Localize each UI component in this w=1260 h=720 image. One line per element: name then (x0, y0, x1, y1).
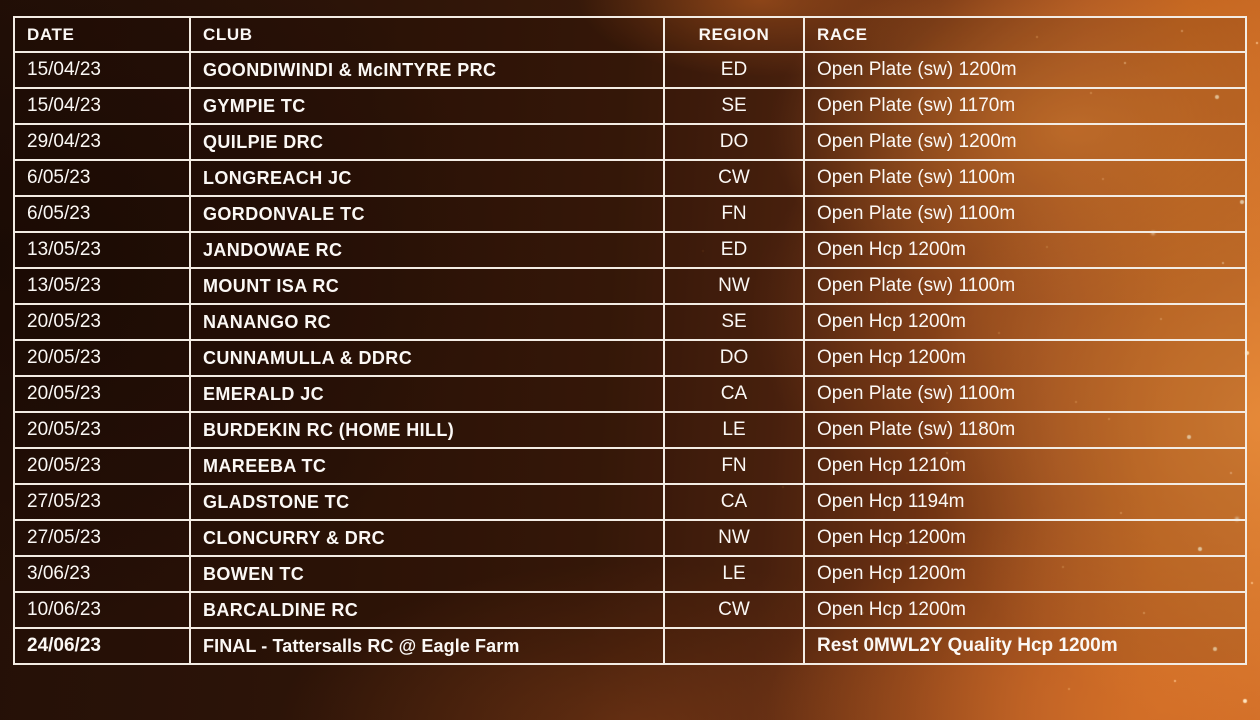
date-cell: 20/05/23 (14, 412, 190, 448)
club-cell: EMERALD JC (190, 376, 664, 412)
table-row (14, 448, 1246, 484)
region-cell: ED (664, 232, 804, 268)
region-cell: FN (664, 448, 804, 484)
column-header-race: RACE (804, 17, 1246, 52)
race-cell: Open Hcp 1200m (804, 340, 1246, 376)
club-cell: GOONDIWINDI & McINTYRE PRC (190, 52, 664, 88)
club-cell: BURDEKIN RC (HOME HILL) (190, 412, 664, 448)
date-cell: 6/05/23 (14, 196, 190, 232)
table-row (14, 484, 1246, 520)
club-cell: GYMPIE TC (190, 88, 664, 124)
club-cell: QUILPIE DRC (190, 124, 664, 160)
race-cell: Open Hcp 1194m (804, 484, 1246, 520)
header-row (14, 17, 1246, 52)
race-cell: Open Hcp 1200m (804, 232, 1246, 268)
date-cell: 6/05/23 (14, 160, 190, 196)
date-cell: 20/05/23 (14, 448, 190, 484)
race-cell: Open Plate (sw) 1200m (804, 124, 1246, 160)
race-cell: Open Hcp 1200m (804, 520, 1246, 556)
region-cell: CA (664, 376, 804, 412)
table-row (14, 268, 1246, 304)
date-cell: 3/06/23 (14, 556, 190, 592)
table-row (14, 556, 1246, 592)
region-cell: DO (664, 124, 804, 160)
club-cell: CUNNAMULLA & DDRC (190, 340, 664, 376)
club-cell: NANANGO RC (190, 304, 664, 340)
race-cell: Open Hcp 1210m (804, 448, 1246, 484)
spark-particles (0, 0, 2, 2)
club-cell: FINAL - Tattersalls RC @ Eagle Farm (190, 628, 664, 664)
race-cell: Rest 0MWL2Y Quality Hcp 1200m (804, 628, 1246, 664)
table-row (14, 160, 1246, 196)
race-cell: Open Hcp 1200m (804, 304, 1246, 340)
race-cell: Open Plate (sw) 1180m (804, 412, 1246, 448)
date-cell: 20/05/23 (14, 376, 190, 412)
table-row (14, 592, 1246, 628)
date-cell: 27/05/23 (14, 520, 190, 556)
race-cell: Open Plate (sw) 1200m (804, 52, 1246, 88)
date-cell: 13/05/23 (14, 232, 190, 268)
club-cell: GLADSTONE TC (190, 484, 664, 520)
table-row (14, 412, 1246, 448)
region-cell: LE (664, 412, 804, 448)
column-header-region: REGION (664, 17, 804, 52)
date-cell: 13/05/23 (14, 268, 190, 304)
region-cell (664, 628, 804, 664)
date-cell: 20/05/23 (14, 304, 190, 340)
club-cell: LONGREACH JC (190, 160, 664, 196)
table-row (14, 628, 1246, 664)
club-cell: MAREEBA TC (190, 448, 664, 484)
race-cell: Open Hcp 1200m (804, 556, 1246, 592)
club-cell: JANDOWAE RC (190, 232, 664, 268)
club-cell: BOWEN TC (190, 556, 664, 592)
date-cell: 20/05/23 (14, 340, 190, 376)
region-cell: NW (664, 520, 804, 556)
club-cell: BARCALDINE RC (190, 592, 664, 628)
date-cell: 15/04/23 (14, 88, 190, 124)
table-row (14, 88, 1246, 124)
table-row (14, 520, 1246, 556)
table-row (14, 52, 1246, 88)
race-cell: Open Plate (sw) 1100m (804, 160, 1246, 196)
date-cell: 29/04/23 (14, 124, 190, 160)
date-cell: 15/04/23 (14, 52, 190, 88)
column-header-date: DATE (14, 17, 190, 52)
table-row (14, 340, 1246, 376)
table-row (14, 376, 1246, 412)
region-cell: DO (664, 340, 804, 376)
region-cell: FN (664, 196, 804, 232)
region-cell: CA (664, 484, 804, 520)
race-schedule-table (13, 16, 1247, 665)
region-cell: CW (664, 160, 804, 196)
region-cell: LE (664, 556, 804, 592)
column-header-club: CLUB (190, 17, 664, 52)
region-cell: SE (664, 88, 804, 124)
race-cell: Open Plate (sw) 1100m (804, 196, 1246, 232)
region-cell: ED (664, 52, 804, 88)
race-cell: Open Plate (sw) 1100m (804, 268, 1246, 304)
date-cell: 10/06/23 (14, 592, 190, 628)
race-cell: Open Plate (sw) 1100m (804, 376, 1246, 412)
club-cell: GORDONVALE TC (190, 196, 664, 232)
date-cell: 27/05/23 (14, 484, 190, 520)
table-row (14, 304, 1246, 340)
region-cell: CW (664, 592, 804, 628)
date-cell: 24/06/23 (14, 628, 190, 664)
region-cell: SE (664, 304, 804, 340)
table-row (14, 124, 1246, 160)
region-cell: NW (664, 268, 804, 304)
race-cell: Open Plate (sw) 1170m (804, 88, 1246, 124)
club-cell: CLONCURRY & DRC (190, 520, 664, 556)
table-row (14, 196, 1246, 232)
race-cell: Open Hcp 1200m (804, 592, 1246, 628)
table-row (14, 232, 1246, 268)
club-cell: MOUNT ISA RC (190, 268, 664, 304)
